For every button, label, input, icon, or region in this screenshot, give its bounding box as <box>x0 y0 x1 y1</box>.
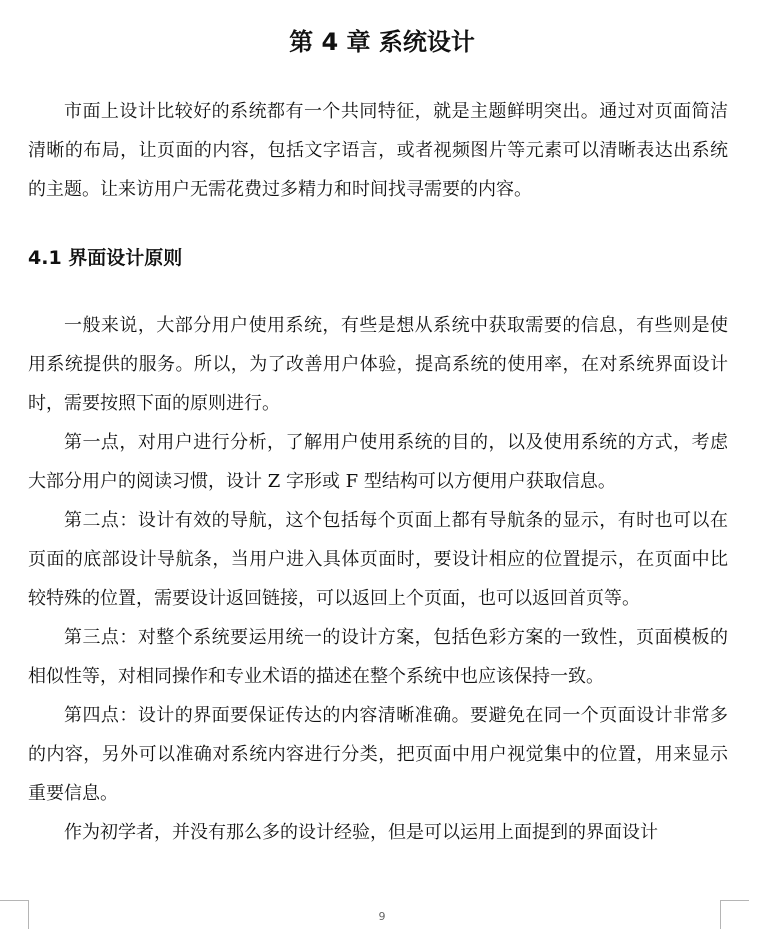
intro-section <box>28 92 728 209</box>
page-number: 9 <box>378 910 386 923</box>
body-paragraph: 第二点：设计有效的导航，这个包括每个页面上都有导航条的显示，有时也可以在页面的底部设计导航条，当用户进入具体页面时，要设计相应的位置提示，在页面中比较特殊的位置，需要设计返回链接，可以返回上个页面，也可以返回首页等。 <box>28 510 728 609</box>
body-paragraph: 第一点，对用户进行分析，了解用户使用系统的目的，以及使用系统的方式，考虑大部分用户的阅读习惯，设计 Z 字形或 F 型结构可以方便用户获取信息。 <box>28 432 728 492</box>
right-margin-corner-mark <box>720 900 749 929</box>
section-body <box>28 306 728 852</box>
body-paragraph: 第四点：设计的界面要保证传达的内容清晰准确。要避免在同一个页面设计非常多的内容，另外可以准确对系统内容进行分类，把页面中用户视觉集中的位置，用来显示重要信息。 <box>28 705 728 804</box>
chapter-title: 第 4 章 系统设计 <box>289 28 475 56</box>
section-heading: 4.1 界面设计原则 <box>28 247 183 269</box>
intro-paragraph: 市面上设计比较好的系统都有一个共同特征，就是主题鲜明突出。通过对页面简洁清晰的布局，让页面的内容，包括文字语言，或者视频图片等元素可以清晰表达出系统的主题。让来访用户无需花费过多精力和时间找寻需要的内容。 <box>28 101 728 200</box>
body-paragraph: 第三点：对整个系统要运用统一的设计方案，包括色彩方案的一致性，页面模板的相似性等，对相同操作和专业术语的描述在整个系统中也应该保持一致。 <box>28 627 728 687</box>
body-paragraph: 作为初学者，并没有那么多的设计经验，但是可以运用上面提到的界面设计 <box>64 822 658 843</box>
body-paragraph: 一般来说，大部分用户使用系统，有些是想从系统中获取需要的信息，有些则是使用系统提供的服务。所以，为了改善用户体验，提高系统的使用率，在对系统界面设计时，需要按照下面的原则进行。 <box>28 315 728 414</box>
